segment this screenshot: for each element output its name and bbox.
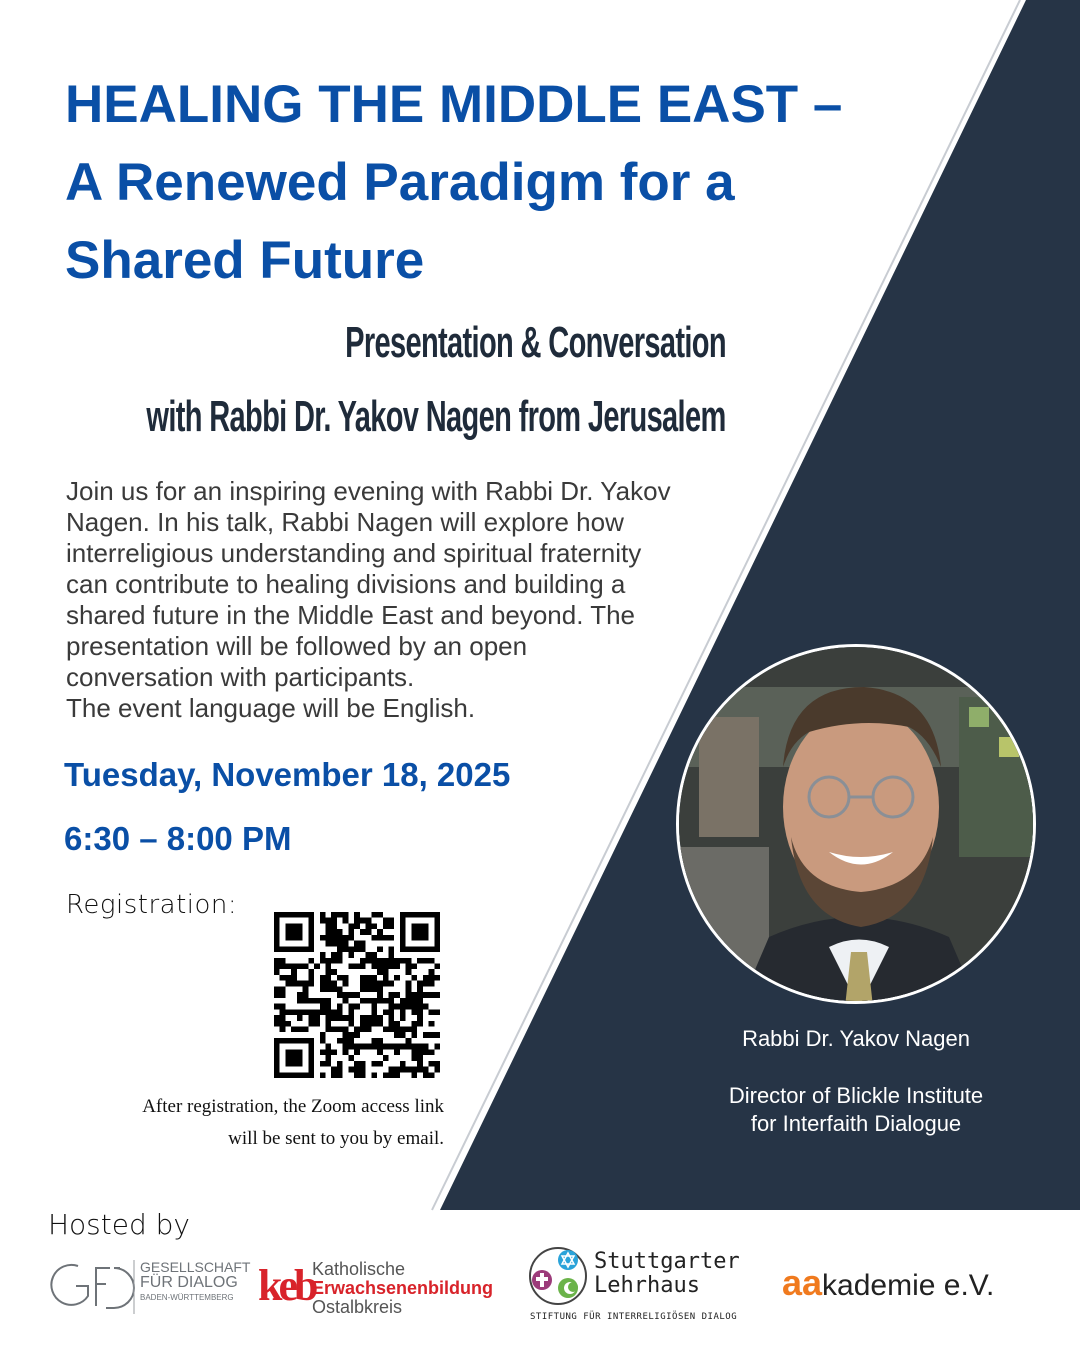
title-line-2: A Renewed Paradigm for a <box>65 153 735 212</box>
description-line: interreligious understanding and spiritual fraternity <box>66 538 642 568</box>
registration-note-line-1: After registration, the Zoom access link <box>142 1096 444 1117</box>
keb-line-1: Katholische <box>312 1259 406 1279</box>
event-time: 6:30 – 8:00 PM <box>64 820 292 857</box>
gfd-logo <box>48 1256 251 1316</box>
subtitle-line-1: Presentation & Conversation <box>345 318 726 367</box>
description-line: can contribute to healing divisions and building a <box>66 569 626 599</box>
speaker-role-line-1: Director of Blickle Institute <box>728 1083 984 1108</box>
registration-label: Registration: <box>66 890 238 920</box>
keb-line-2: Erwachsenenbildung <box>312 1278 494 1298</box>
lehrhaus-icon <box>528 1246 588 1308</box>
keb-mark: keb <box>258 1261 315 1310</box>
aakademie-logo <box>782 1262 994 1304</box>
keb-line-3: Ostalbkreis <box>312 1297 403 1317</box>
lehrhaus-text <box>594 1250 740 1298</box>
lehrhaus-subtitle: STIFTUNG FÜR INTERRELIGIÖSEN DIALOG <box>530 1312 738 1322</box>
speaker-role <box>676 1082 1036 1138</box>
description-line: presentation will be followed by an open <box>66 631 528 661</box>
lehrhaus-line-1: Stuttgarter <box>594 1249 740 1274</box>
aakademie-text: kademie e.V. <box>822 1269 995 1302</box>
keb-text <box>312 1260 493 1317</box>
speaker-portrait <box>676 644 1036 1004</box>
title-line-1: HEALING THE MIDDLE EAST – <box>65 75 843 134</box>
lehrhaus-line-2: Lehrhaus <box>594 1273 700 1298</box>
aakademie-mark: aa <box>782 1262 823 1303</box>
description-line: The event language will be English. <box>66 693 476 723</box>
description-line: conversation with participants. <box>66 662 415 692</box>
hosted-by-label: Hosted by <box>48 1208 190 1241</box>
page-title <box>65 66 965 300</box>
gfd-line-2: FÜR DIALOG <box>140 1274 238 1291</box>
gfd-line-1: GESELLSCHAFT <box>140 1259 251 1275</box>
subtitle-line-2: with Rabbi Dr. Yakov Nagen from Jerusalem <box>146 392 726 441</box>
registration-note-line-2: will be sent to you by email. <box>228 1128 444 1149</box>
event-description <box>66 476 766 724</box>
registration-qr-code[interactable] <box>274 912 440 1078</box>
description-line: Nagen. In his talk, Rabbi Nagen will explore how <box>66 507 624 537</box>
description-line: shared future in the Middle East and beyond. The <box>66 600 636 630</box>
gfd-line-3: BADEN-WÜRTTEMBERG <box>140 1293 234 1302</box>
event-date: Tuesday, November 18, 2025 <box>64 756 511 793</box>
title-line-3: Shared Future <box>65 231 425 290</box>
speaker-name: Rabbi Dr. Yakov Nagen <box>742 1026 970 1051</box>
speaker-role-line-2: for Interfaith Dialogue <box>750 1111 962 1136</box>
description-line: Join us for an inspiring evening with Rabbi Dr. Yakov <box>66 476 671 506</box>
